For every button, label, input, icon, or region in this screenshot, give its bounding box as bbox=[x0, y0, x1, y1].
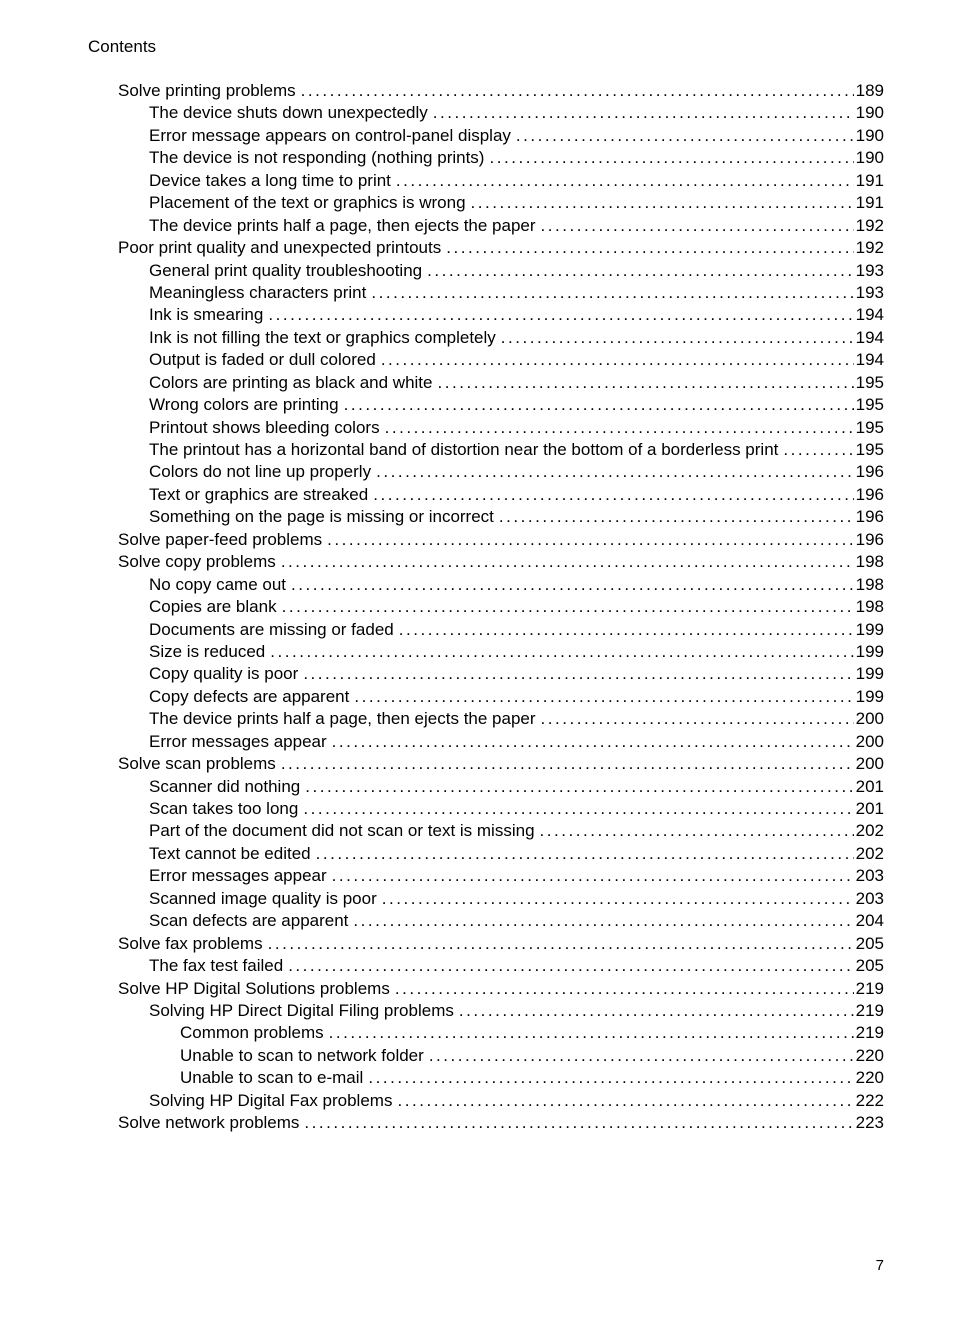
toc-dot-leader bbox=[501, 327, 854, 349]
toc-entry-title: Scan takes too long bbox=[149, 799, 299, 818]
toc-dot-leader bbox=[783, 439, 853, 461]
toc-entry[interactable] bbox=[118, 574, 884, 596]
toc-entry-title: Size is reduced bbox=[149, 641, 266, 661]
toc-entry-title: Meaningless characters print bbox=[149, 282, 367, 302]
toc-entry-title: Solving HP Direct Digital Filing problems bbox=[149, 1000, 454, 1020]
toc-entry-page-number: 198 bbox=[855, 552, 884, 572]
toc-entry-page-number: 201 bbox=[855, 776, 884, 796]
toc-entry[interactable] bbox=[118, 731, 884, 753]
toc-entry-title: Part of the document did not scan or text is missing bbox=[149, 821, 535, 841]
toc-entry-title: Poor print quality and unexpected printouts bbox=[118, 238, 442, 258]
toc-entry-page-number: 194 bbox=[855, 305, 884, 325]
toc-entry[interactable] bbox=[118, 820, 884, 842]
toc-entry-title: Error messages appear bbox=[149, 731, 327, 751]
toc-entry-title: Solve scan problems bbox=[118, 754, 276, 774]
toc-entry-page-number: 199 bbox=[855, 641, 884, 661]
toc-entry-page-number: 219 bbox=[855, 1000, 884, 1020]
toc-entry[interactable] bbox=[118, 506, 884, 528]
toc-dot-leader bbox=[381, 349, 854, 371]
toc-entry-page-number: 190 bbox=[855, 148, 884, 168]
toc-dot-leader bbox=[268, 933, 854, 955]
toc-dot-leader bbox=[303, 663, 853, 685]
toc-dot-leader bbox=[499, 506, 854, 528]
toc-entry-page-number: 220 bbox=[855, 1045, 884, 1065]
toc-dot-leader bbox=[395, 978, 854, 1000]
toc-entry[interactable] bbox=[118, 910, 884, 932]
toc-dot-leader bbox=[368, 1067, 853, 1089]
toc-dot-leader bbox=[303, 798, 853, 820]
toc-dot-leader bbox=[376, 461, 854, 483]
toc-entry-title: Colors do not line up properly bbox=[149, 462, 372, 482]
toc-entry-title: Text cannot be edited bbox=[149, 843, 311, 863]
toc-entry-title: The fax test failed bbox=[149, 956, 284, 976]
toc-entry-title: Ink is not filling the text or graphics completely bbox=[149, 327, 496, 347]
toc-entry[interactable] bbox=[118, 686, 884, 708]
toc-dot-leader bbox=[332, 731, 854, 753]
toc-dot-leader bbox=[316, 843, 854, 865]
toc-entry-page-number: 199 bbox=[855, 619, 884, 639]
toc-entry-page-number: 201 bbox=[855, 799, 884, 818]
toc-entry[interactable] bbox=[118, 237, 884, 259]
toc-entry-page-number: 191 bbox=[855, 193, 884, 213]
toc-dot-leader bbox=[471, 192, 854, 214]
toc-entry-page-number: 200 bbox=[855, 709, 884, 729]
toc-entry[interactable] bbox=[118, 1045, 884, 1067]
toc-entry-page-number: 198 bbox=[855, 597, 884, 617]
toc-entry-page-number: 194 bbox=[855, 350, 884, 370]
toc-dot-leader bbox=[429, 1045, 854, 1067]
toc-entry-page-number: 205 bbox=[855, 956, 884, 976]
toc-entry-title: Copies are blank bbox=[149, 597, 277, 617]
toc-dot-leader bbox=[437, 372, 853, 394]
toc-entry[interactable] bbox=[118, 304, 884, 326]
toc-dot-leader bbox=[516, 125, 854, 147]
toc-entry[interactable] bbox=[118, 865, 884, 887]
toc-dot-leader bbox=[371, 282, 853, 304]
toc-dot-leader bbox=[270, 641, 853, 663]
toc-entry-title: Something on the page is missing or incorrect bbox=[149, 507, 494, 527]
toc-entry[interactable] bbox=[118, 192, 884, 214]
toc-entry-title: Wrong colors are printing bbox=[149, 395, 339, 415]
toc-dot-leader bbox=[344, 394, 854, 416]
toc-dot-leader bbox=[354, 686, 853, 708]
toc-entry-title: No copy came out bbox=[149, 574, 287, 594]
toc-entry-page-number: 193 bbox=[855, 260, 884, 280]
toc-entry[interactable] bbox=[118, 888, 884, 910]
toc-entry-title: Solve network problems bbox=[118, 1113, 300, 1133]
toc-entry-page-number: 219 bbox=[855, 1023, 884, 1043]
toc-entry[interactable] bbox=[118, 529, 884, 551]
toc-entry-title: Documents are missing or faded bbox=[149, 619, 394, 639]
toc-dot-leader bbox=[541, 708, 854, 730]
toc-entry-page-number: 190 bbox=[855, 125, 884, 145]
toc-entry-page-number: 191 bbox=[855, 170, 884, 190]
toc-dot-leader bbox=[281, 551, 854, 573]
toc-entry-page-number: 222 bbox=[855, 1090, 884, 1110]
toc-dot-leader bbox=[305, 776, 853, 798]
toc-dot-leader bbox=[301, 80, 854, 102]
toc-entry[interactable] bbox=[118, 125, 884, 147]
toc-entry-title: The printout has a horizontal band of distortion near the bottom of a borderless print bbox=[149, 440, 779, 459]
toc-entry-page-number: 192 bbox=[855, 215, 884, 235]
toc-entry-page-number: 200 bbox=[855, 754, 884, 774]
page-number: 7 bbox=[875, 1257, 884, 1274]
toc-entry[interactable] bbox=[118, 484, 884, 506]
toc-dot-leader bbox=[433, 102, 854, 124]
toc-entry[interactable] bbox=[118, 260, 884, 282]
toc-entry-title: Printout shows bleeding colors bbox=[149, 417, 380, 437]
toc-entry-page-number: 223 bbox=[855, 1113, 884, 1133]
toc-entry-page-number: 193 bbox=[855, 282, 884, 302]
toc-dot-leader bbox=[399, 619, 854, 641]
toc-entry-page-number: 196 bbox=[855, 507, 884, 527]
toc-entry-page-number: 189 bbox=[855, 81, 884, 100]
toc-entry[interactable] bbox=[118, 372, 884, 394]
toc-entry[interactable] bbox=[118, 215, 884, 237]
toc-entry-page-number: 198 bbox=[855, 574, 884, 594]
toc-entry[interactable] bbox=[118, 1112, 884, 1134]
toc-entry-title: Scanner did nothing bbox=[149, 776, 301, 796]
toc-dot-leader bbox=[327, 529, 854, 551]
toc-entry-page-number: 220 bbox=[855, 1068, 884, 1088]
toc-entry[interactable] bbox=[118, 327, 884, 349]
toc-entry-page-number: 196 bbox=[855, 529, 884, 549]
toc-entry[interactable] bbox=[118, 551, 884, 573]
toc-entry-page-number: 196 bbox=[855, 462, 884, 482]
toc-entry-page-number: 194 bbox=[855, 327, 884, 347]
toc-entry-title: Solve HP Digital Solutions problems bbox=[118, 978, 390, 998]
toc-entry-title: Unable to scan to network folder bbox=[180, 1045, 424, 1065]
toc-dot-leader bbox=[385, 417, 854, 439]
toc-entry[interactable] bbox=[118, 461, 884, 483]
toc-entry-page-number: 202 bbox=[855, 843, 884, 863]
toc-entry-page-number: 204 bbox=[855, 911, 884, 931]
toc-entry-page-number: 190 bbox=[855, 103, 884, 123]
toc-entry-title: Text or graphics are streaked bbox=[149, 484, 369, 504]
toc-entry[interactable] bbox=[118, 1000, 884, 1022]
toc-dot-leader bbox=[281, 753, 854, 775]
toc-dot-leader bbox=[373, 484, 853, 506]
toc-entry-page-number: 202 bbox=[855, 821, 884, 841]
toc-entry[interactable] bbox=[118, 708, 884, 730]
toc-entry-title: Ink is smearing bbox=[149, 305, 264, 325]
toc-entry-page-number: 205 bbox=[855, 933, 884, 953]
toc-dot-leader bbox=[332, 865, 854, 887]
toc-entry-title: Solve fax problems bbox=[118, 933, 263, 953]
toc-entry-title: Placement of the text or graphics is wrong bbox=[149, 193, 466, 213]
toc-entry[interactable] bbox=[118, 933, 884, 955]
toc-entry[interactable] bbox=[118, 394, 884, 416]
toc-entry-page-number: 196 bbox=[855, 484, 884, 504]
toc-entry-page-number: 195 bbox=[855, 372, 884, 392]
toc-entry-title: The device prints half a page, then ejects the paper bbox=[149, 709, 536, 729]
toc-dot-leader bbox=[329, 1022, 854, 1044]
toc-entry-title: The device is not responding (nothing prints) bbox=[149, 148, 485, 168]
toc-dot-leader bbox=[268, 304, 853, 326]
toc-entry[interactable] bbox=[118, 619, 884, 641]
toc-entry-title: Device takes a long time to print bbox=[149, 170, 391, 190]
toc-dot-leader bbox=[540, 820, 854, 842]
toc-entry[interactable] bbox=[118, 349, 884, 371]
toc-entry[interactable] bbox=[118, 1067, 884, 1089]
toc-dot-leader bbox=[288, 955, 853, 977]
toc-entry[interactable] bbox=[118, 955, 884, 977]
toc-entry[interactable] bbox=[118, 663, 884, 685]
toc-entry-title: Scan defects are apparent bbox=[149, 911, 349, 931]
toc-entry[interactable] bbox=[118, 417, 884, 439]
toc-entry-page-number: 203 bbox=[855, 888, 884, 908]
toc-dot-leader bbox=[489, 147, 853, 169]
toc-dot-leader bbox=[304, 1112, 853, 1134]
toc-entry-title: Unable to scan to e-mail bbox=[180, 1068, 364, 1088]
toc-dot-leader bbox=[427, 260, 854, 282]
toc-entry-title: Common problems bbox=[180, 1023, 324, 1043]
toc-dot-leader bbox=[459, 1000, 854, 1022]
toc-entry[interactable] bbox=[118, 282, 884, 304]
toc-entry-title: Solving HP Digital Fax problems bbox=[149, 1090, 393, 1110]
toc-entry-page-number: 192 bbox=[855, 238, 884, 258]
toc-dot-leader bbox=[396, 170, 854, 192]
toc-entry-page-number: 203 bbox=[855, 866, 884, 886]
table-of-contents bbox=[118, 80, 884, 1135]
toc-entry-title: The device prints half a page, then ejects the paper bbox=[149, 215, 536, 235]
toc-entry[interactable] bbox=[118, 798, 884, 820]
toc-entry-title: Copy defects are apparent bbox=[149, 686, 350, 706]
toc-dot-leader bbox=[446, 237, 853, 259]
toc-entry-title: Colors are printing as black and white bbox=[149, 372, 433, 392]
toc-entry[interactable] bbox=[118, 80, 884, 102]
toc-entry[interactable] bbox=[118, 1090, 884, 1112]
toc-dot-leader bbox=[353, 910, 853, 932]
toc-entry-page-number: 195 bbox=[855, 417, 884, 437]
toc-entry-title: Solve paper-feed problems bbox=[118, 529, 323, 549]
toc-entry-page-number: 200 bbox=[855, 731, 884, 751]
toc-entry[interactable] bbox=[118, 641, 884, 663]
toc-entry[interactable] bbox=[118, 1022, 884, 1044]
toc-entry-page-number: 195 bbox=[855, 395, 884, 415]
toc-entry-title: Error message appears on control-panel display bbox=[149, 125, 511, 145]
toc-entry-title: Solve printing problems bbox=[118, 81, 296, 100]
toc-entry[interactable] bbox=[118, 147, 884, 169]
toc-dot-leader bbox=[382, 888, 854, 910]
toc-entry[interactable] bbox=[118, 978, 884, 1000]
toc-entry-title: Solve copy problems bbox=[118, 552, 276, 572]
toc-entry[interactable] bbox=[118, 776, 884, 798]
toc-entry-title: General print quality troubleshooting bbox=[149, 260, 423, 280]
toc-entry-title: Error messages appear bbox=[149, 866, 327, 886]
toc-entry-title: Copy quality is poor bbox=[149, 664, 299, 684]
toc-entry[interactable] bbox=[118, 439, 884, 461]
toc-entry-page-number: 195 bbox=[855, 440, 884, 459]
toc-entry[interactable] bbox=[118, 596, 884, 618]
toc-entry-title: The device shuts down unexpectedly bbox=[149, 103, 428, 123]
toc-entry[interactable] bbox=[118, 843, 884, 865]
toc-entry[interactable] bbox=[118, 753, 884, 775]
toc-entry[interactable] bbox=[118, 170, 884, 192]
toc-entry-page-number: 199 bbox=[855, 664, 884, 684]
toc-entry-title: Scanned image quality is poor bbox=[149, 888, 377, 908]
toc-entry-page-number: 219 bbox=[855, 978, 884, 998]
running-header-title: Contents bbox=[88, 37, 157, 56]
toc-dot-leader bbox=[541, 215, 854, 237]
toc-entry-title: Output is faded or dull colored bbox=[149, 350, 376, 370]
toc-dot-leader bbox=[291, 574, 854, 596]
toc-entry[interactable] bbox=[118, 102, 884, 124]
toc-dot-leader bbox=[282, 596, 854, 618]
toc-dot-leader bbox=[397, 1090, 853, 1112]
toc-entry-page-number: 199 bbox=[855, 686, 884, 706]
